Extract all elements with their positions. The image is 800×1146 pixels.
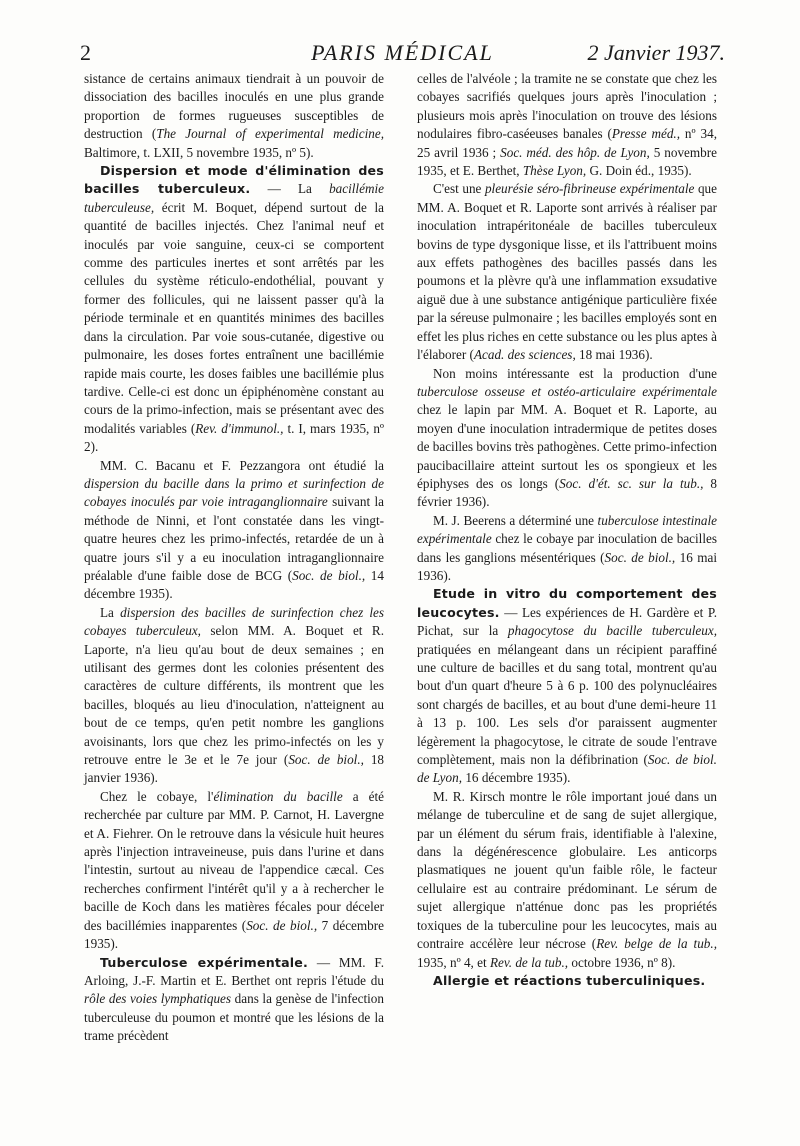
paragraph: [417, 972, 717, 990]
paragraph: Tuberculose expérimentale. — MM. F. Arloing, J.-F. Martin et E. Berthet ont repris l'étude du rôle des voies lymphatiques dans la genèse de l'infection tuberculeuse du poumon et montré que les lésions de la trame précèdent: [84, 954, 385, 1044]
page-number: 2: [80, 40, 91, 65]
paragraph: MM. C. Bacanu et F. Pezzangora ont étudié la dispersion du bacille dans la primo et surinfection de cobayes inoculés par voie intraganglionnaire suivant la méthode de Ninni, et l'ont constatée dans les vingt-quatre heures chez les primo-infectés, retardée de un à quatre jours s'il y a eu inoculation intraganglionnaire préalable d'une faible dose de BCG (Soc. de biol., 14 décembre 1935).: [84, 457, 384, 602]
paragraph: Etude in vitro du comportement des leucocytes. — Les expériences de H. Gardère et P. Pichat, sur la phagocytose du bacille tuberculeux, pratiquées en mélangeant dans un récipient paraffiné une culture de bacilles et du sang total, montrent qu'au bout d'un quart d'heure 5 à 6 p. 100 des polynucléaires sont chargés de bacilles, et au bout d'une demi-heure 11 à 13 p. 100. Les sels d'or paraissent augmenter légèrement la phagocytose, le citrate de soude l'entrave complètement, mais non la défibrination (Soc. de biol. de Lyon, 16 décembre 1935).: [417, 586, 717, 786]
paragraph: M. R. Kirsch montre le rôle important joué dans un mélange de tuberculine et de sang de sujet allergique, par un élément du sérum frais, identifiable à l'alexine, dans la dégénérescence globulaire. Les anticorps plasmatiques ne jouent qu'un faible rôle, le facteur cellulaire est au contraire prédominant. Le sérum de sujet allergique n'atténue donc pas les propriétés toxiques de la tuberculine pour les leucocytes, mais au contraire accélère leur nécrose (Rev. belge de la tub., 1935, nº 4, et Rev. de la tub., octobre 1936, nº 8).: [417, 788, 717, 970]
journal-title: PARIS MÉDICAL: [311, 40, 494, 65]
paragraph: Chez le cobaye, l'élimination du bacille a été recherchée par culture par MM. P. Carnot, H. Lavergne et A. Fiehrer. On le retrouve dans la vésicule huit heures après l'injection intraveineuse, puis dans l'urine et dans l'intestin, surtout au niveau de l'appendice cæcal. Ces recherches confirment l'intérêt qu'il y a à rechercher le bacille de Koch dans les matières fécales pour déceler des bacillémies inapparentes (Soc. de biol., 7 décembre 1935).: [84, 788, 384, 952]
paragraph: Dispersion et mode d'élimination des bacilles tuberculeux. — La bacillémie tuberculeuse, écrit M. Boquet, dépend surtout de la quantité de bacilles injectés. Chez l'animal neuf et inoculés par voie sanguine, ceux-ci se comportent comme des particules inertes et sont arrêtés par les cellules du système réticulo-endothélial, pouvant y former des follicules, qui ne laissent passer qu'à la période terminale et en quantités minimes des bacilles dans la circulation. Par voie sous-cutanée, digestive ou pulmonaire, les doses fortes entraînent une bacillémie rapide mais courte, les doses faibles une bacillémie plus tardive. Celle-ci est donc un épiphénomène constant au cours de la primo-infection, mais se présentant avec des modalités variables (Rev. d'immunol., t. I, mars 1935, nº 2).: [84, 163, 385, 455]
paragraph: La dispersion des bacilles de surinfection chez les cobayes tuberculeux, selon MM. A. Boquet et R. Laporte, n'a lieu qu'au bout de deux semaines ; en utilisant des germes dont les colonies présentent des caractères de culture différents, ils montrent que les bacilles, bloqués au lieu d'inoculation, n'atteignent au bout de ce temps, qu'en petit nombre les ganglions avoisinants, lors que chez les primo-infectés on les y retrouve entre le 3e et le 7e jour (Soc. de biol., 18 janvier 1936).: [84, 604, 385, 786]
paragraph: Non moins intéressante est la production d'une tuberculose osseuse et ostéo-articulaire expérimentale chez le lapin par MM. A. Boquet et R. Laporte, au moyen d'une inoculation intradermique de petites doses de bacilles bovins très pathogènes. Cette primo-infection paucibacillaire atteint surtout les os spongieux et les épiphyses des os longs (Soc. d'ét. sc. sur la tub., 8 février 1936).: [417, 365, 717, 510]
left-column: [84, 70, 384, 1046]
section-heading: Tuberculose expérimentale.: [100, 954, 309, 970]
section-heading: Allergie et réactions tuberculiniques.: [433, 972, 706, 988]
paragraph: C'est une pleurésie séro-fibrineuse expérimentale que MM. A. Boquet et R. Laporte sont arrivés à réaliser par inoculation intrapéritonéale de bacilles tuberculeux bovins de type dysgonique lisse, et ils l'attribuent moins aux effets pathogènes des bacilles passés dans les poumons et la plèvre qu'à une inflammation exsudative aiguë due à une substance antigénique particulière fixée par la séreuse pulmonaire ; les bacilles employés sont en effet les plus riches en cette substance ou les plus aptes à l'élaborer (Acad. des sciences, 18 mai 1936).: [417, 181, 717, 363]
running-header: [80, 40, 725, 70]
paragraph: sistance de certains animaux tiendrait à un pouvoir de dissociation des bacilles inoculés en une plus grande proportion de formes rugueuses susceptibles de destruction (The Journal of experimental medicine, Baltimore, t. LXII, 5 novembre 1935, nº 5).: [84, 71, 384, 160]
section-heading: Etude in vitro du comportement des leucocytes.: [417, 586, 717, 620]
section-heading: Dispersion et mode d'élimination des bacilles tuberculeux.: [84, 163, 384, 197]
paragraph: celles de l'alvéole ; la tramite ne se constate que chez les cobayes sacrifiés quelques jours après l'inoculation ; plusieurs mois après l'inoculation on trouve des lésions nodulaires fibro-caséeuses banales (Presse méd., nº 34, 25 avril 1936 ; Soc. méd. des hôp. de Lyon, 5 novembre 1935, et E. Berthet, Thèse Lyon, G. Doin éd., 1935).: [417, 71, 717, 179]
column-gutter: [400, 74, 401, 1064]
issue-date: 2 Janvier 1937.: [587, 40, 725, 65]
right-column: [417, 70, 717, 990]
paragraph: M. J. Beerens a déterminé une tuberculose intestinale expérimentale chez le cobaye par inoculation de bacilles dans les ganglions mésentériques (Soc. de biol., 16 mai 1936).: [417, 512, 718, 583]
